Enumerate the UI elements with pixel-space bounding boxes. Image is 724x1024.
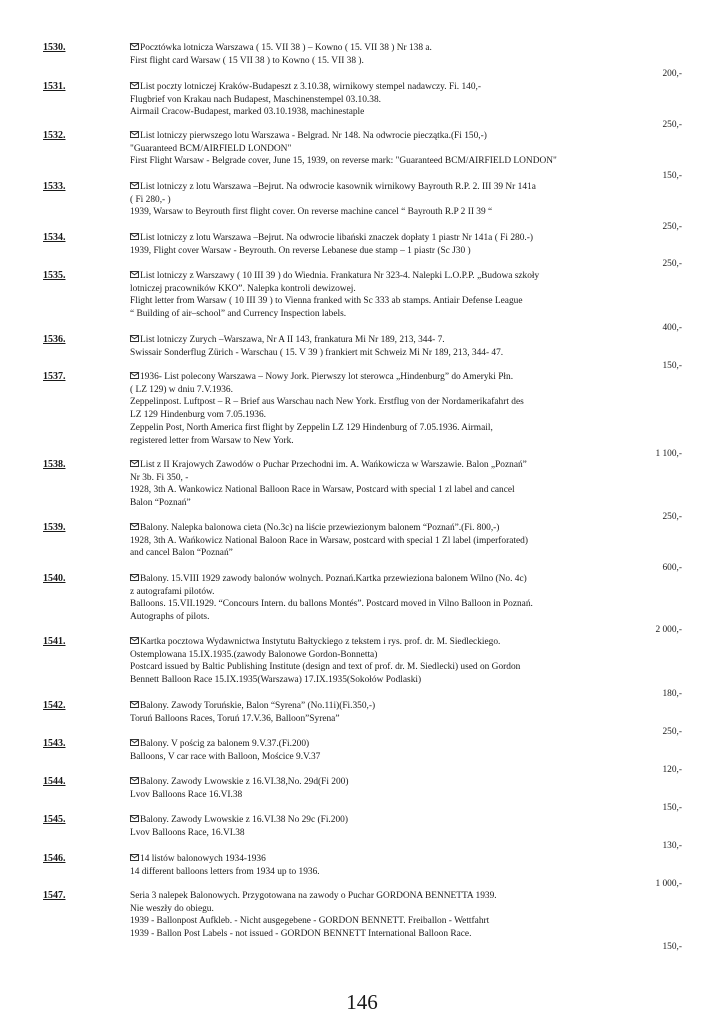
description-text: Bennett Balloon Race 15.IX.1935(Warszawa) 17.IX.1935(Sokołów Podlaski) <box>130 675 422 686</box>
lot-price: 250,- <box>662 259 682 269</box>
lot-price: 1 000,- <box>655 879 682 889</box>
description-line <box>130 94 630 107</box>
description-text: 1939 - Ballonpost Aufkleb. - Nicht ausgegebene - GORDON BENNETT. Freiballon - Wettfahrt <box>130 916 490 927</box>
description-line <box>130 573 630 586</box>
description-line <box>130 143 630 156</box>
description-text: z autografami pilotów. <box>130 586 215 597</box>
description-line <box>130 915 630 928</box>
description-line <box>130 636 630 649</box>
lot-number: 1546. <box>43 853 66 864</box>
description-line <box>130 334 630 347</box>
envelope-icon <box>130 182 139 189</box>
lot-number: 1533. <box>43 181 66 192</box>
lot-price: 180,- <box>662 689 682 699</box>
description-text: 1928, 3th A. Wankowicz National Balloon Race in Warsaw, Postcard with special 1 zl label and cancel <box>130 485 515 496</box>
description-text: First flight card Warsaw ( 15 VII 38 ) to Kowno ( 15. VII 38 ). <box>130 55 364 66</box>
description-text: List lotniczy z lotu Warszawa –Bejrut. Na odwrocie libański znaczek dopłaty 1 piastr Nr 141a ( Fi 280.-) <box>140 233 533 243</box>
description-line <box>130 106 630 119</box>
lot-description <box>130 573 630 624</box>
description-line <box>130 295 630 308</box>
description-line <box>130 232 630 245</box>
description-text: Toruń Balloons Races, Toruń 17.V.36, Balloon”Syrena” <box>130 713 340 724</box>
description-text: ( Fi 280,- ) <box>130 194 171 205</box>
description-text: Postcard issued by Baltic Publishing Institute (design and text of prof. dr. M. Siedlecki) used on Gordon <box>130 662 521 673</box>
description-text: 1939 - Ballon Post Labels - not issued - GORDON BENNETT International Balloon Race. <box>130 929 472 940</box>
description-line <box>130 270 630 283</box>
envelope-icon <box>130 131 139 138</box>
lot-number: 1530. <box>43 42 66 53</box>
lot-price: 150,- <box>662 803 682 813</box>
lot-number: 1532. <box>43 130 66 141</box>
description-line <box>130 435 630 448</box>
lot-number: 1534. <box>43 232 66 243</box>
lot-description <box>130 636 630 687</box>
lot-description <box>130 334 630 359</box>
lot-price: 600,- <box>662 563 682 573</box>
description-line <box>130 245 630 258</box>
envelope-icon <box>130 854 139 861</box>
description-line <box>130 283 630 296</box>
lot-price: 250,- <box>662 222 682 232</box>
envelope-icon <box>130 335 139 342</box>
description-line <box>130 598 630 611</box>
lot-number: 1535. <box>43 270 66 281</box>
description-line <box>130 371 630 384</box>
lot-price: 1 100,- <box>655 449 682 459</box>
description-line <box>130 422 630 435</box>
description-line <box>130 751 630 764</box>
lot-description <box>130 181 630 219</box>
description-line <box>130 81 630 94</box>
description-text: Balony. V pościg za balonem 9.V.37.(Fi.200) <box>140 739 310 749</box>
lot-description <box>130 81 630 119</box>
lot-description <box>130 776 630 801</box>
description-text: List z II Krajowych Zawodów o Puchar Przechodni im. A. Wańkowicza w Warszawie. Balon „Poznań” <box>140 460 527 470</box>
description-text: List lotniczy z lotu Warszawa –Bejrut. Na odwrocie kasownik wirnikowy Bayrouth R.P. 2. III 39 Nr 141a <box>140 182 536 192</box>
lot-price: 250,- <box>662 512 682 522</box>
description-text: LZ 129 Hindenburg vom 7.05.1936. <box>130 410 267 421</box>
description-text: First Flight Warsaw - Belgrade cover, June 15, 1939, on reverse mark: "Guaranteed BCM/AIRFIELD LONDON" <box>130 156 557 167</box>
description-line <box>130 181 630 194</box>
description-line <box>130 194 630 207</box>
lot-description <box>130 371 630 447</box>
description-text: 1939, Flight cover Warsaw - Beyrouth. On reverse Lebanese due stamp – 1 piastr (Sc J30 ) <box>130 245 471 256</box>
lot-price: 200,- <box>662 69 682 79</box>
description-text: Airmail Cracow-Budapest, marked 03.10.1938, machinestaple <box>130 107 365 118</box>
description-text: Balony. Zawody Lwowskie z 16.VI.38 No 29c (Fi.200) <box>140 815 348 825</box>
description-line <box>130 396 630 409</box>
description-text: Balony. Nalepka balonowa cieta (No.3c) na liście przewiezionym balonem “Poznań”.(Fi. 800,-) <box>140 523 500 533</box>
lot-number: 1540. <box>43 573 66 584</box>
lot-price: 120,- <box>662 765 682 775</box>
description-text: List poczty lotniczej Kraków-Budapeszt z 3.10.38, wirnikowy stempel nadawczy. Fi. 140,- <box>140 82 481 92</box>
description-text: Balon “Poznań” <box>130 498 191 509</box>
lot-description <box>130 853 630 878</box>
description-text: Balloons, V car race with Balloon, Mościce 9.V.37 <box>130 751 321 762</box>
lot-number: 1542. <box>43 700 66 711</box>
description-text: Lvov Balloons Race 16.VI.38 <box>130 789 243 800</box>
description-line <box>130 42 630 55</box>
page-number: 146 <box>346 990 378 1014</box>
description-text: Zeppelin Post, North America first flight by Zeppelin LZ 129 Hindenburg of 7.05.1936. Airmail, <box>130 422 493 433</box>
description-line <box>130 866 630 879</box>
description-line <box>130 484 630 497</box>
description-text: Lvov Balloons Race, 16.VI.38 <box>130 827 245 838</box>
description-text: Balony. 15.VIII 1929 zawody balonów wolnych. Poznań.Kartka przewieziona balonem Wilno (No. 4c) <box>140 574 527 584</box>
description-text: 14 listów balonowych 1934-1936 <box>140 854 266 864</box>
description-text: Balony. Zawody Toruńskie, Balon “Syrena” (No.11i)(Fi.350,-) <box>140 701 376 711</box>
description-text: and cancel Balon “Poznań” <box>130 548 233 559</box>
lot-price: 150,- <box>662 942 682 952</box>
description-line <box>130 586 630 599</box>
description-line <box>130 155 630 168</box>
lot-description <box>130 232 630 257</box>
description-line <box>130 497 630 510</box>
lot-price: 150,- <box>662 171 682 181</box>
description-line <box>130 535 630 548</box>
description-text: lotniczej pracowników KKO”. Nalepka kontroli dewizowej. <box>130 283 356 294</box>
envelope-icon <box>130 574 139 581</box>
lot-price: 250,- <box>662 120 682 130</box>
description-line <box>130 661 630 674</box>
lot-description <box>130 814 630 839</box>
envelope-icon <box>130 82 139 89</box>
description-line <box>130 738 630 751</box>
lot-description <box>130 130 630 168</box>
description-line <box>130 522 630 535</box>
description-line <box>130 649 630 662</box>
description-text: Balloons. 15.VII.1929. “Concours Intern. du ballons Montés”. Postcard moved in Vilno Balloon in Poznań. <box>130 599 533 610</box>
description-text: registered letter from Warsaw to New York. <box>130 435 294 446</box>
description-line <box>130 814 630 827</box>
lot-description <box>130 459 630 510</box>
description-line <box>130 472 630 485</box>
description-line <box>130 674 630 687</box>
lot-price: 130,- <box>662 841 682 851</box>
description-line <box>130 611 630 624</box>
lot-number: 1539. <box>43 522 66 533</box>
description-line <box>130 130 630 143</box>
envelope-icon <box>130 637 139 644</box>
description-line <box>130 409 630 422</box>
description-line <box>130 700 630 713</box>
envelope-icon <box>130 815 139 822</box>
description-text: Seria 3 nalepek Balonowych. Przygotowana na zawody o Puchar GORDONA BENNETTA 1939. <box>130 891 497 901</box>
description-line <box>130 789 630 802</box>
lot-price: 150,- <box>662 361 682 371</box>
description-line <box>130 713 630 726</box>
description-text: List lotniczy Zurych –Warszawa, Nr A II 143, frankatura Mi Nr 189, 213, 344- 7. <box>140 335 445 345</box>
description-line <box>130 347 630 360</box>
lot-number: 1536. <box>43 334 66 345</box>
description-text: "Guaranteed BCM/AIRFIELD LONDON" <box>130 143 292 154</box>
description-text: List lotniczy z Warszawy ( 10 III 39 ) do Wiednia. Frankatura Nr 323-4. Nalepki L.O.P.P. „Budowa szkoły <box>140 271 540 281</box>
envelope-icon <box>130 372 139 379</box>
lot-number: 1547. <box>43 890 66 901</box>
description-line <box>130 890 630 903</box>
lot-price: 2 000,- <box>655 625 682 635</box>
lot-number: 1545. <box>43 814 66 825</box>
description-line <box>130 206 630 219</box>
lot-description <box>130 890 630 941</box>
description-text: Flight letter from Warsaw ( 10 III 39 ) to Vienna franked with Sc 333 ab stamps. Antiair Defense League <box>130 296 523 307</box>
envelope-icon <box>130 523 139 530</box>
lot-description <box>130 42 630 67</box>
description-text: 14 different balloons letters from 1934 up to 1936. <box>130 866 320 877</box>
description-text: “ Building of air–school” and Currency Inspection labels. <box>130 309 347 320</box>
description-line <box>130 459 630 472</box>
envelope-icon <box>130 701 139 708</box>
description-text: Nie weszły do obiegu. <box>130 903 214 914</box>
lot-description <box>130 700 630 725</box>
lot-price: 250,- <box>662 727 682 737</box>
envelope-icon <box>130 739 139 746</box>
description-text: Pocztówka lotnicza Warszawa ( 15. VII 38 ) – Kowno ( 15. VII 38 ) Nr 138 a. <box>140 43 432 53</box>
description-text: 1928, 3th A. Wańkowicz National Baloon Race in Warsaw, postcard with special 1 Zl label (imperforated) <box>130 535 528 546</box>
lot-number: 1543. <box>43 738 66 749</box>
envelope-icon <box>130 233 139 240</box>
description-line <box>130 547 630 560</box>
description-text: Kartka pocztowa Wydawnictwa Instytutu Bałtyckiego z tekstem i rys. prof. dr. M. Siedleckiego. <box>140 637 501 647</box>
description-text: 1939, Warsaw to Beyrouth first flight cover. On reverse machine cancel “ Bayrouth R.P 2 II 39 “ <box>130 207 493 218</box>
description-line <box>130 384 630 397</box>
description-line <box>130 827 630 840</box>
lot-description <box>130 738 630 763</box>
description-line <box>130 903 630 916</box>
envelope-icon <box>130 460 139 467</box>
envelope-icon <box>130 43 139 50</box>
description-text: Flugbrief von Krakau nach Budapest, Maschinenstempel 03.10.38. <box>130 94 381 105</box>
description-text: Ostemplowana 15.IX.1935.(zawody Balonowe Gordon-Bonnetta) <box>130 649 378 660</box>
description-text: List lotniczy pierwszego lotu Warszawa - Belgrad. Nr 148. Na odwrocie pieczątka.(Fi 150,-) <box>140 131 487 141</box>
lot-number: 1541. <box>43 636 66 647</box>
lot-price: 400,- <box>662 323 682 333</box>
description-text: Zeppelinpost. Luftpost – R – Brief aus Warschau nach New York. Erstflug von der Nordamerikafahrt des <box>130 397 524 408</box>
lot-number: 1538. <box>43 459 66 470</box>
description-line <box>130 853 630 866</box>
envelope-icon <box>130 271 139 278</box>
lot-number: 1531. <box>43 81 66 92</box>
description-text: 1936- List polecony Warszawa – Nowy Jork. Pierwszy lot sterowca „Hindenburg” do Ameryki Płn. <box>140 372 514 382</box>
lot-description <box>130 522 630 560</box>
lot-description <box>130 270 630 321</box>
description-text: Balony. Zawody Lwowskie z 16.VI.38,No. 29d(Fi 200) <box>140 777 349 787</box>
description-line <box>130 308 630 321</box>
description-text: Autographs of pilots. <box>130 612 210 623</box>
description-text: Swissair Sonderflug Zürich - Warschau ( 15. V 39 ) frankiert mit Schweiz Mi Nr 189, 213, 344- 47. <box>130 347 504 358</box>
description-line <box>130 776 630 789</box>
description-text: Nr 3b. Fi 350, - <box>130 472 189 483</box>
envelope-icon <box>130 777 139 784</box>
lot-number: 1537. <box>43 371 66 382</box>
description-line <box>130 928 630 941</box>
lot-number: 1544. <box>43 776 66 787</box>
description-line <box>130 55 630 68</box>
description-text: ( LZ 129) w dniu 7.V.1936. <box>130 384 233 395</box>
